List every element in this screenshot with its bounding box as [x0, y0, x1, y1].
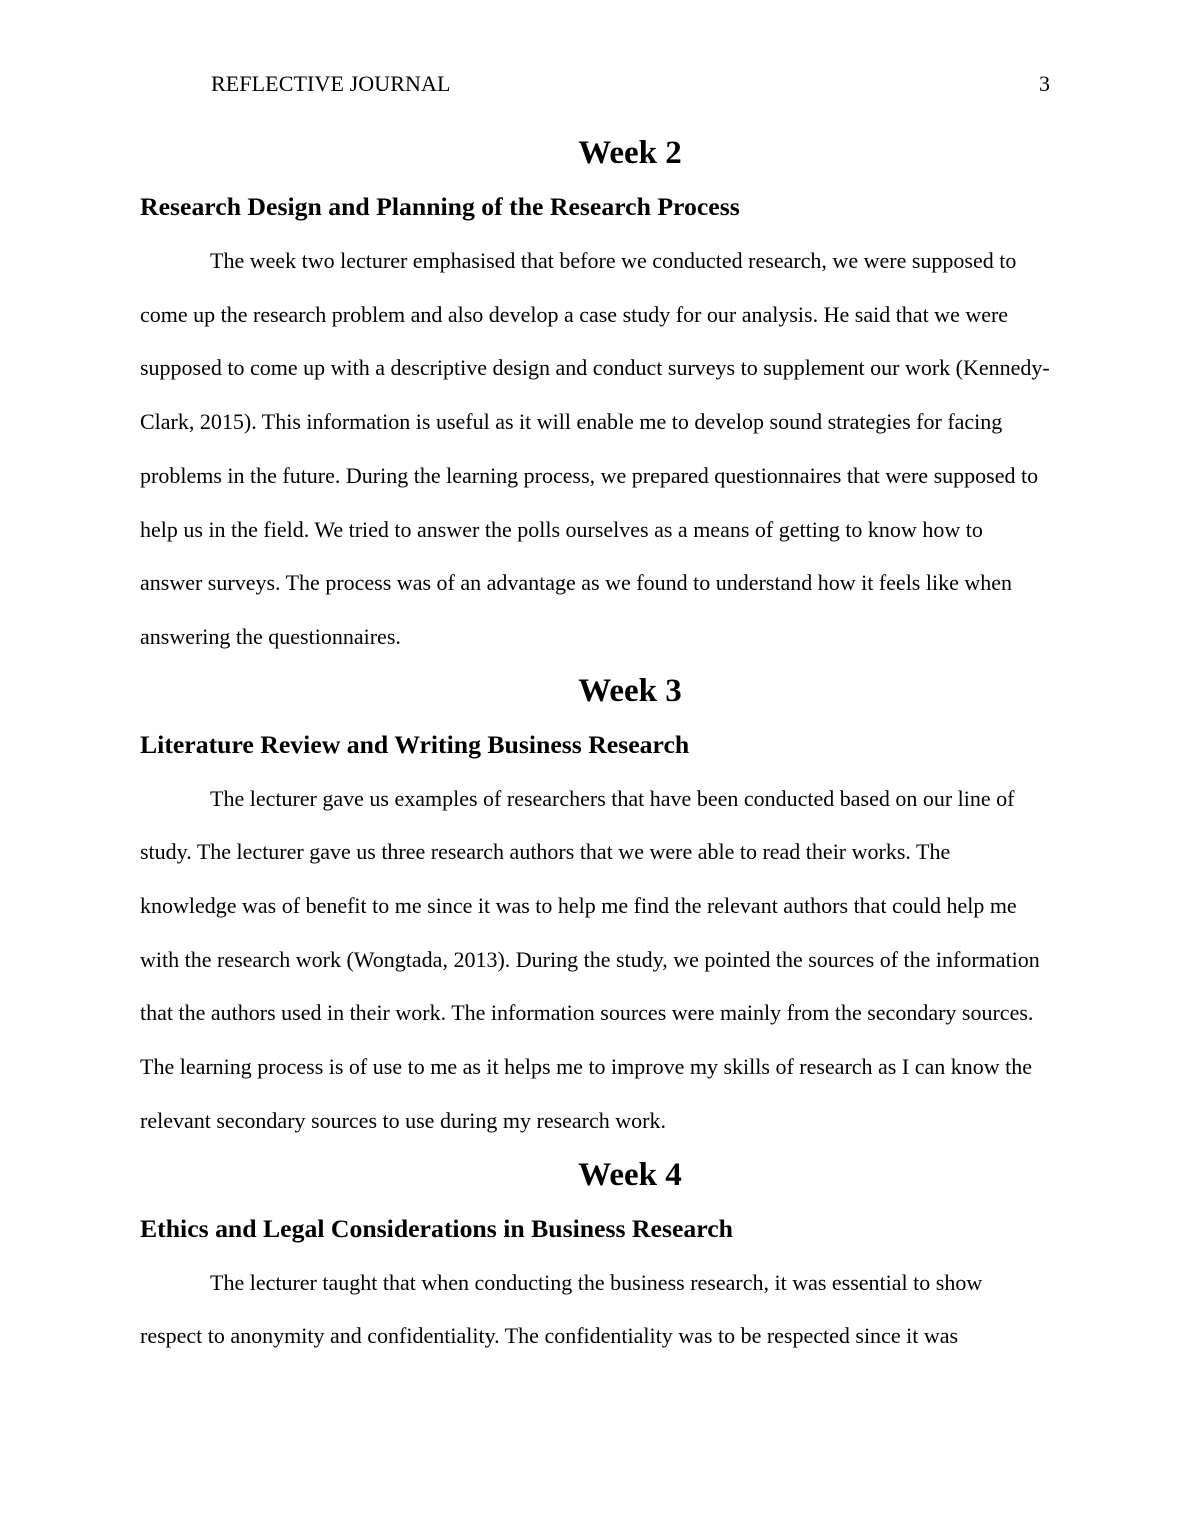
section-title: Ethics and Legal Considerations in Business Research — [140, 1213, 733, 1243]
body-paragraph: The week two lecturer emphasised that before we conducted research, we were supposed to come up the research problem and also develop a case study for our analysis. He said that we were supposed to come up with a descriptive design and conduct surveys to supplement our work (Kennedy-Clark, 2015). This information is useful as it will enable me to develop sound strategies for facing problems in the future. During the learning process, we prepared questionnaires that were supposed to help us in the field. We tried to answer the polls ourselves as a means of getting to know how to answer surveys. The process was of an advantage as we found to understand how it feels like when answering the questionnaires. — [140, 248, 1050, 649]
section-title: Literature Review and Writing Business Research — [140, 729, 690, 759]
running-head: REFLECTIVE JOURNAL — [211, 71, 451, 96]
page-number: 3 — [1039, 71, 1050, 96]
body-paragraph: The lecturer taught that when conducting the business research, it was essential to show respect to anonymity and confidentiality. The confidentiality was to be respected since it was — [140, 1269, 983, 1349]
week-heading: Week 3 — [578, 672, 682, 709]
section-title: Research Design and Planning of the Research Process — [140, 192, 740, 221]
body-paragraph: The lecturer gave us examples of researchers that have been conducted based on our line of study. The lecturer gave us three research authors that we were able to read their works. The knowledge was of benefit to me since it was to help me find the relevant authors that could help me with the research work (Wongtada, 2013). During the study, we pointed the sources of the information that the authors used in their work. The information sources were mainly from the secondary sources. The learning process is of use to me as it helps me to improve my skills of research as I can know the relevant secondary sources to use during my research work. — [140, 785, 1040, 1133]
week-heading: Week 4 — [578, 1156, 682, 1193]
section-week-3 — [140, 664, 1050, 1148]
document-body — [140, 126, 1050, 1363]
section-week-2 — [140, 126, 1050, 664]
week-heading: Week 2 — [578, 135, 682, 171]
section-week-4 — [140, 1148, 1050, 1363]
